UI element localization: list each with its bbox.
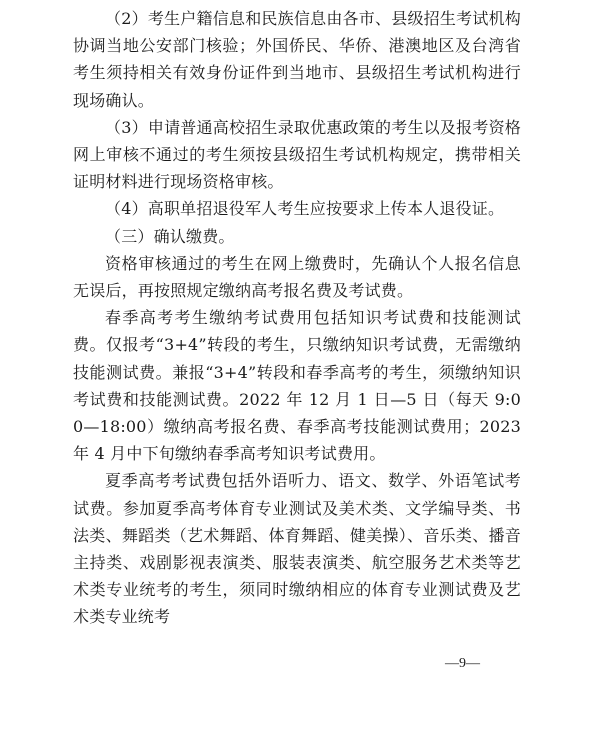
paragraph-household-verification: （2）考生户籍信息和民族信息由各市、县级招生考试机构协调当地公安部门核验；外国侨民、华侨、港澳地区及台湾省考生须持相关有效身份证件到当地市、县级招生考试机构进行现场确认。 xyxy=(73,9,521,110)
paragraph-payment-confirmation: 资格审核通过的考生在网上缴费时，先确认个人报名信息无误后，再按照规定缴纳高考报名费及考试费。 xyxy=(73,253,521,301)
document-body xyxy=(73,5,521,631)
paragraph-spring-exam-fees: 春季高考考生缴纳考试费用包括知识考试费和技能测试费。仅报考“3+4”转段的考生，只缴纳知识考试费，无需缴纳技能测试费。兼报“3+4”转段和春季高考的考生，须缴纳知识考试费和技能测试费。2022 年 12 月 1 日—5 日（每天 9:00—18:00）缴纳高考报名费、春季高考技能测试费用；2023 年 4 月中下旬缴纳春季高考知识考试费用。 xyxy=(73,308,521,464)
paragraph-summer-exam-fees: 夏季高考考试费包括外语听力、语文、数学、外语笔试考试费。参加夏季高考体育专业测试及美术类、文学编导类、书法类、舞蹈类（艺术舞蹈、体育舞蹈、健美操）、音乐类、播音主持类、戏剧影视表演类、服装表演类、航空服务艺术类等艺术类专业统考的考生，须同时缴纳相应的体育专业测试费及艺术类专业统考 xyxy=(73,471,521,627)
paragraph-veteran-certificate: （4）高职单招退役军人考生应按要求上传本人退役证。 xyxy=(105,199,505,219)
section-heading-confirm-payment: （三）确认缴费。 xyxy=(105,226,235,246)
page-number: —9— xyxy=(445,656,480,671)
paragraph-preferential-policy-review: （3）申请普通高校招生录取优惠政策的考生以及报考资格网上审核不通过的考生须按县级招生考试机构规定，携带相关证明材料进行现场资格审核。 xyxy=(73,117,521,192)
